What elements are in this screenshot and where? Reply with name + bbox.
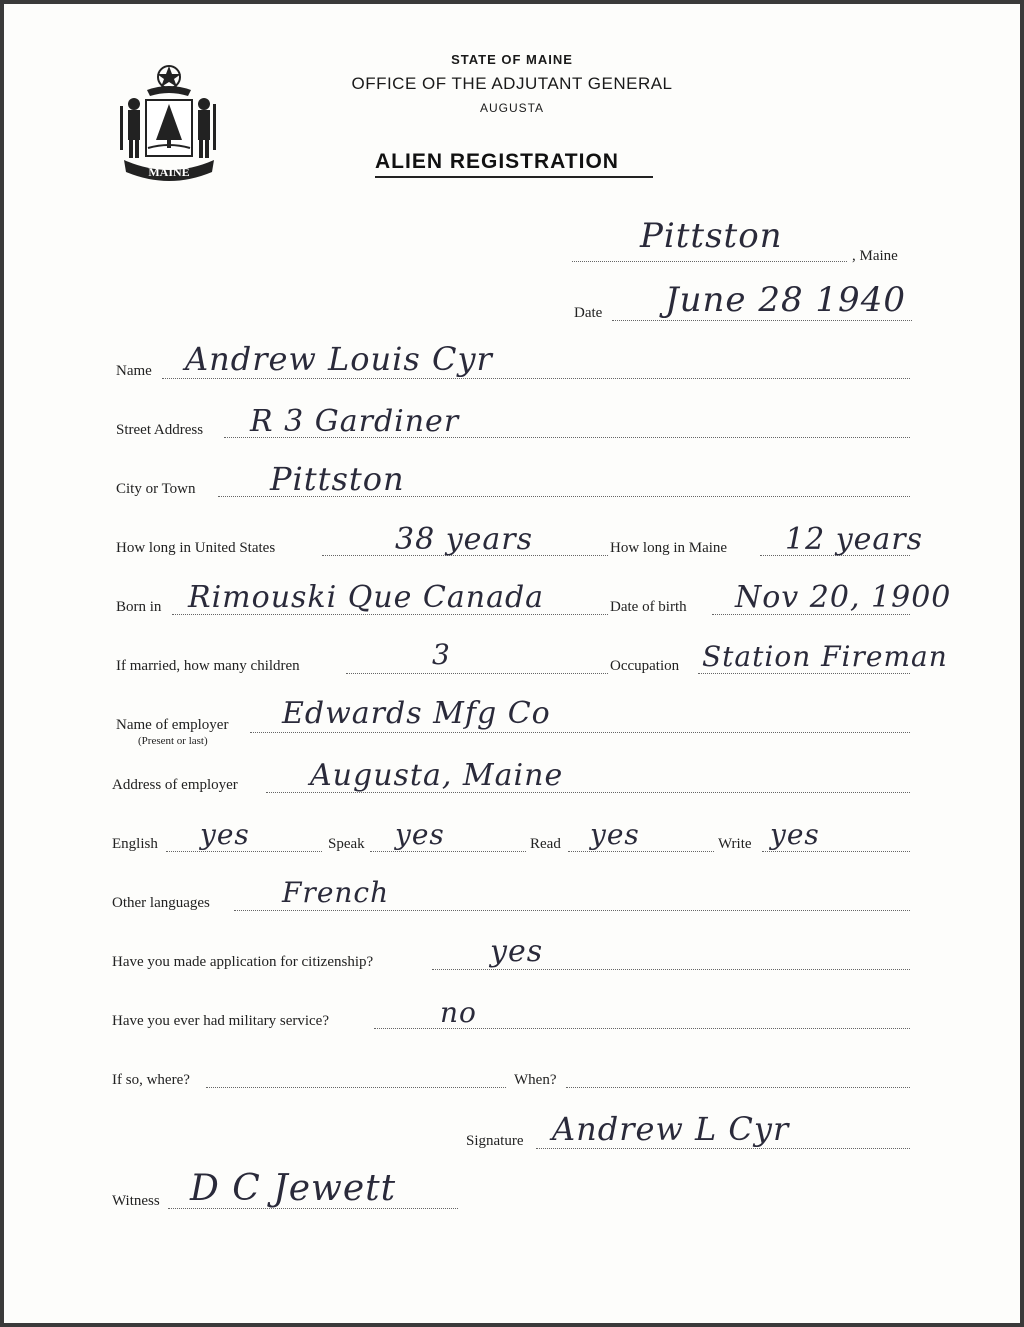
when-label: When? [514, 1072, 557, 1088]
signature-line [536, 1148, 910, 1149]
how-long-us-label: How long in United States [116, 540, 276, 556]
born-in-label: Born in [116, 599, 162, 615]
title-underline [375, 176, 653, 178]
date-value[interactable]: June 28 1940 [665, 280, 906, 320]
name-value[interactable]: Andrew Louis Cyr [185, 340, 493, 378]
occupation-label: Occupation [610, 658, 680, 674]
name-line [162, 378, 910, 379]
other-languages-label: Other languages [112, 895, 210, 911]
date-of-birth-value[interactable]: Nov 20, 1900 [735, 580, 952, 615]
speak-value[interactable]: yes [395, 818, 445, 851]
read-value[interactable]: yes [590, 818, 640, 851]
street-label: Street Address [116, 422, 204, 438]
citizenship-value[interactable]: yes [490, 934, 544, 969]
other-languages-value[interactable]: French [282, 876, 390, 909]
state-heading: STATE OF MAINE [451, 52, 573, 67]
employer-address-value[interactable]: Augusta, Maine [310, 758, 564, 793]
name-label: Name [116, 363, 152, 379]
signature-value[interactable]: Andrew L Cyr [552, 1110, 790, 1148]
signature-label: Signature [466, 1133, 524, 1149]
how-long-us-value[interactable]: 38 years [395, 522, 534, 557]
citizenship-line [432, 969, 910, 970]
speak-line [370, 851, 526, 852]
maine-suffix: , Maine [852, 248, 898, 264]
read-label: Read [530, 836, 561, 852]
employer-line [250, 732, 910, 733]
town-line [572, 261, 847, 262]
write-value[interactable]: yes [770, 818, 820, 851]
when-line [566, 1087, 910, 1088]
read-line [568, 851, 714, 852]
date-line [612, 320, 912, 321]
english-value[interactable]: yes [200, 818, 250, 851]
children-line [346, 673, 608, 674]
witness-label: Witness [112, 1193, 160, 1209]
street-value[interactable]: R 3 Gardiner [250, 404, 460, 439]
how-long-maine-label: How long in Maine [610, 540, 728, 556]
speak-label: Speak [328, 836, 365, 852]
seal-banner-text: MAINE [148, 165, 190, 179]
date-of-birth-label: Date of birth [610, 599, 687, 615]
date-label: Date [574, 305, 603, 321]
military-value[interactable]: no [440, 996, 477, 1029]
military-label: Have you ever had military service? [112, 1013, 329, 1029]
form-title: ALIEN REGISTRATION [375, 150, 619, 173]
how-long-maine-value[interactable]: 12 years [785, 522, 924, 557]
english-line [166, 851, 322, 852]
citizenship-label: Have you made application for citizenship? [112, 954, 374, 970]
children-value[interactable]: 3 [432, 638, 451, 671]
office-heading: OFFICE OF THE ADJUTANT GENERAL [351, 74, 673, 93]
employer-note: (Present or last) [138, 735, 208, 747]
born-in-value[interactable]: Rimouski Que Canada [188, 580, 545, 615]
city-value[interactable]: Pittston [270, 460, 405, 498]
witness-value[interactable]: D C Jewett [190, 1168, 397, 1209]
write-line [762, 851, 910, 852]
where-line [206, 1087, 506, 1088]
town-value[interactable]: Pittston [640, 216, 783, 256]
children-label: If married, how many children [116, 658, 300, 674]
where-label: If so, where? [112, 1072, 190, 1088]
occupation-line [698, 673, 910, 674]
city-heading: AUGUSTA [479, 101, 545, 115]
employer-address-label: Address of employer [112, 777, 238, 793]
employer-value[interactable]: Edwards Mfg Co [282, 696, 551, 731]
write-label: Write [718, 836, 752, 852]
english-label: English [112, 836, 158, 852]
employer-label: Name of employer [116, 717, 229, 733]
occupation-value[interactable]: Station Fireman [702, 640, 948, 673]
city-label: City or Town [116, 481, 196, 497]
other-languages-line [234, 910, 910, 911]
